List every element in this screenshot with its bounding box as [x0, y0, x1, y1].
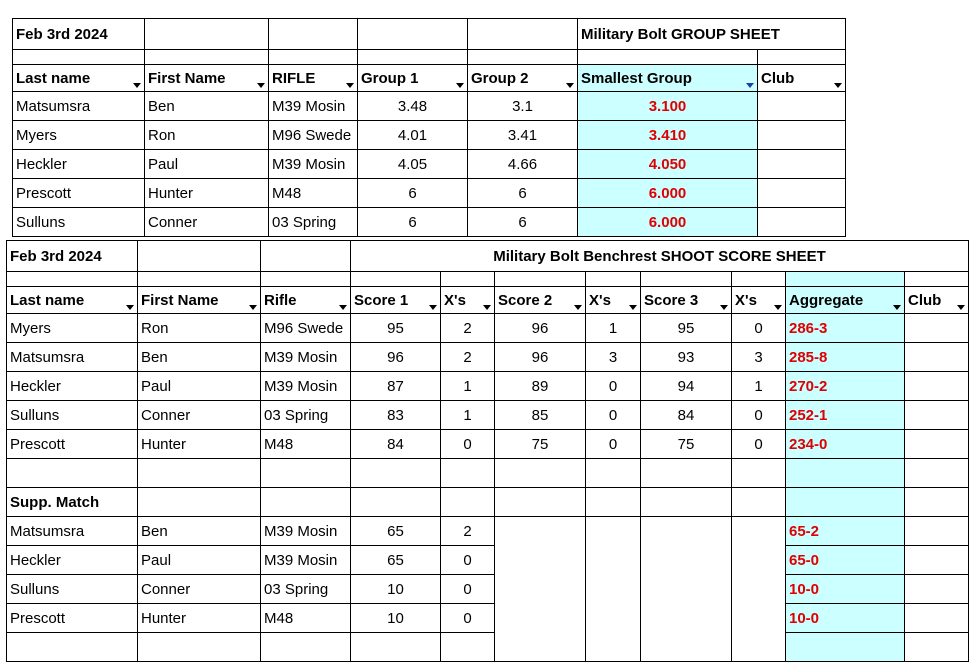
filter-dropdown-icon[interactable]	[454, 77, 465, 88]
table-row	[7, 546, 969, 575]
table-row	[7, 517, 969, 546]
score1-cell[interactable]: 87	[351, 372, 441, 401]
score2-cell[interactable]: 89	[495, 372, 586, 401]
table-row	[7, 314, 969, 343]
first-name-cell[interactable]: Paul	[145, 150, 269, 179]
rifle-cell[interactable]: M39 Mosin	[261, 517, 351, 546]
table-row	[13, 208, 846, 237]
club-cell[interactable]	[905, 343, 969, 372]
header-rifle[interactable]: RIFLE	[269, 65, 358, 92]
xs1-cell[interactable]: 0	[441, 546, 495, 575]
smallest-group-cell[interactable]: 3.410	[578, 121, 758, 150]
rifle-cell[interactable]: M96 Swede	[269, 121, 358, 150]
club-cell[interactable]	[758, 92, 846, 121]
club-cell[interactable]	[758, 208, 846, 237]
score1-cell[interactable]: 95	[351, 314, 441, 343]
rifle-cell[interactable]: M39 Mosin	[261, 372, 351, 401]
header-xs-3[interactable]: X's	[732, 287, 786, 314]
group2-cell[interactable]: 3.1	[468, 92, 578, 121]
filter-dropdown-icon[interactable]	[955, 299, 966, 310]
last-name-cell[interactable]: Matsumsra	[7, 517, 138, 546]
score1-cell[interactable]: 10	[351, 575, 441, 604]
rifle-cell[interactable]: M48	[261, 430, 351, 459]
last-name-cell[interactable]: Prescott	[7, 604, 138, 633]
rifle-cell[interactable]: M48	[261, 604, 351, 633]
rifle-cell[interactable]: M39 Mosin	[269, 150, 358, 179]
first-name-cell[interactable]: Hunter	[145, 179, 269, 208]
smallest-group-cell[interactable]: 6.000	[578, 208, 758, 237]
score-date: Feb 3rd 2024	[7, 241, 138, 272]
last-name-cell[interactable]: Heckler	[13, 150, 145, 179]
last-name-cell[interactable]: Sulluns	[7, 575, 138, 604]
first-name-cell[interactable]: Ben	[138, 343, 261, 372]
club-cell[interactable]	[905, 372, 969, 401]
filter-dropdown-icon[interactable]	[718, 299, 729, 310]
xs3-cell[interactable]: 1	[732, 372, 786, 401]
last-name-cell[interactable]: Matsumsra	[13, 92, 145, 121]
filter-dropdown-icon[interactable]	[891, 299, 902, 310]
group2-cell[interactable]: 3.41	[468, 121, 578, 150]
aggregate-cell[interactable]: 65-2	[786, 517, 905, 546]
score2-cell[interactable]: 85	[495, 401, 586, 430]
filter-dropdown-icon[interactable]	[427, 299, 438, 310]
score3-cell[interactable]: 84	[641, 401, 732, 430]
first-name-cell[interactable]: Conner	[138, 575, 261, 604]
group1-cell[interactable]: 6	[358, 208, 468, 237]
score3-cell[interactable]: 75	[641, 430, 732, 459]
last-name-cell[interactable]: Sulluns	[13, 208, 145, 237]
xs2-cell[interactable]: 0	[586, 401, 641, 430]
score2-cell[interactable]: 75	[495, 430, 586, 459]
xs1-cell[interactable]: 0	[441, 604, 495, 633]
score1-cell[interactable]: 96	[351, 343, 441, 372]
group2-cell[interactable]: 6	[468, 208, 578, 237]
group-date: Feb 3rd 2024	[13, 19, 145, 50]
score1-cell[interactable]: 65	[351, 546, 441, 575]
xs3-cell[interactable]: 0	[732, 314, 786, 343]
last-name-cell[interactable]: Heckler	[7, 372, 138, 401]
group1-cell[interactable]: 3.48	[358, 92, 468, 121]
first-name-cell[interactable]: Paul	[138, 372, 261, 401]
last-name-cell[interactable]: Prescott	[13, 179, 145, 208]
table-row	[13, 92, 846, 121]
last-name-cell[interactable]: Matsumsra	[7, 343, 138, 372]
smallest-group-cell[interactable]: 3.100	[578, 92, 758, 121]
xs3-cell[interactable]: 3	[732, 343, 786, 372]
xs1-cell[interactable]: 0	[441, 430, 495, 459]
first-name-cell[interactable]: Hunter	[138, 430, 261, 459]
score2-cell[interactable]: 96	[495, 343, 586, 372]
score-sheet	[6, 240, 969, 662]
table-row	[7, 575, 969, 604]
rifle-cell[interactable]: M48	[269, 179, 358, 208]
table-row	[13, 121, 846, 150]
aggregate-cell[interactable]: 270-2	[786, 372, 905, 401]
filter-dropdown-icon[interactable]	[572, 299, 583, 310]
header-smallest-group[interactable]: Smallest Group	[578, 65, 758, 92]
smallest-group-cell[interactable]: 4.050	[578, 150, 758, 179]
rifle-cell[interactable]: M39 Mosin	[261, 343, 351, 372]
header-group-2[interactable]: Group 2	[468, 65, 578, 92]
sort-dropdown-icon[interactable]	[744, 77, 755, 88]
club-cell[interactable]	[758, 150, 846, 179]
filter-dropdown-icon[interactable]	[627, 299, 638, 310]
header-first-name[interactable]: First Name	[145, 65, 269, 92]
last-name-cell[interactable]: Prescott	[7, 430, 138, 459]
header-score-1[interactable]: Score 1	[351, 287, 441, 314]
filter-dropdown-icon[interactable]	[124, 299, 135, 310]
supp-match-label: Supp. Match	[7, 488, 138, 517]
first-name-cell[interactable]: Ron	[145, 121, 269, 150]
aggregate-cell[interactable]: 252-1	[786, 401, 905, 430]
filter-dropdown-icon[interactable]	[564, 77, 575, 88]
last-name-cell[interactable]: Myers	[7, 314, 138, 343]
table-row	[7, 401, 969, 430]
group1-cell[interactable]: 4.05	[358, 150, 468, 179]
aggregate-cell[interactable]: 10-0	[786, 604, 905, 633]
smallest-group-cell[interactable]: 6.000	[578, 179, 758, 208]
first-name-cell[interactable]: Ben	[138, 517, 261, 546]
club-cell[interactable]	[758, 179, 846, 208]
score1-cell[interactable]: 84	[351, 430, 441, 459]
xs1-cell[interactable]: 0	[441, 575, 495, 604]
xs3-cell[interactable]: 0	[732, 401, 786, 430]
xs1-cell[interactable]: 1	[441, 372, 495, 401]
score-header-row	[7, 287, 969, 314]
score2-cell[interactable]: 96	[495, 314, 586, 343]
rifle-cell[interactable]: M96 Swede	[261, 314, 351, 343]
table-row	[7, 372, 969, 401]
first-name-cell[interactable]: Paul	[138, 546, 261, 575]
header-aggregate[interactable]: Aggregate	[786, 287, 905, 314]
group2-cell[interactable]: 6	[468, 179, 578, 208]
rifle-cell[interactable]: M39 Mosin	[261, 546, 351, 575]
first-name-cell[interactable]: Ben	[145, 92, 269, 121]
blank-row	[7, 633, 969, 662]
first-name-cell[interactable]: Conner	[138, 401, 261, 430]
club-cell[interactable]	[905, 314, 969, 343]
filter-dropdown-icon[interactable]	[832, 77, 843, 88]
first-name-cell[interactable]: Hunter	[138, 604, 261, 633]
filter-dropdown-icon[interactable]	[131, 77, 142, 88]
xs1-cell[interactable]: 2	[441, 343, 495, 372]
aggregate-cell[interactable]: 286-3	[786, 314, 905, 343]
supp-match-row	[7, 488, 969, 517]
header-club[interactable]: Club	[758, 65, 846, 92]
score-sheet-title: Military Bolt Benchrest SHOOT SCORE SHEET	[351, 241, 969, 272]
header-club[interactable]: Club	[905, 287, 969, 314]
header-xs-2[interactable]: X's	[586, 287, 641, 314]
group-sheet-title: Military Bolt GROUP SHEET	[578, 19, 846, 50]
club-cell[interactable]	[758, 121, 846, 150]
header-score-3[interactable]: Score 3	[641, 287, 732, 314]
aggregate-cell[interactable]: 234-0	[786, 430, 905, 459]
score3-cell[interactable]: 93	[641, 343, 732, 372]
table-row	[7, 604, 969, 633]
club-cell[interactable]	[905, 401, 969, 430]
header-last-name[interactable]: Last name	[7, 287, 138, 314]
header-group-1[interactable]: Group 1	[358, 65, 468, 92]
header-last-name[interactable]: Last name	[13, 65, 145, 92]
score3-cell[interactable]: 94	[641, 372, 732, 401]
xs2-cell[interactable]: 1	[586, 314, 641, 343]
rifle-cell[interactable]: M39 Mosin	[269, 92, 358, 121]
xs1-cell[interactable]: 2	[441, 517, 495, 546]
xs1-cell[interactable]: 1	[441, 401, 495, 430]
xs3-cell[interactable]: 0	[732, 430, 786, 459]
score1-cell[interactable]: 10	[351, 604, 441, 633]
filter-dropdown-icon[interactable]	[481, 299, 492, 310]
xs1-cell[interactable]: 2	[441, 314, 495, 343]
filter-dropdown-icon[interactable]	[772, 299, 783, 310]
blank-row	[7, 459, 969, 488]
group-header-row	[13, 65, 846, 92]
header-first-name[interactable]: First Name	[138, 287, 261, 314]
aggregate-cell[interactable]: 10-0	[786, 575, 905, 604]
filter-dropdown-icon[interactable]	[247, 299, 258, 310]
last-name-cell[interactable]: Myers	[13, 121, 145, 150]
table-row	[7, 343, 969, 372]
aggregate-cell[interactable]: 285-8	[786, 343, 905, 372]
rifle-cell[interactable]: 03 Spring	[261, 575, 351, 604]
aggregate-cell[interactable]: 65-0	[786, 546, 905, 575]
table-row	[13, 150, 846, 179]
header-xs-1[interactable]: X's	[441, 287, 495, 314]
xs2-cell[interactable]: 0	[586, 430, 641, 459]
filter-dropdown-icon[interactable]	[344, 77, 355, 88]
xs2-cell[interactable]: 0	[586, 372, 641, 401]
header-rifle[interactable]: Rifle	[261, 287, 351, 314]
score-sheet-table	[6, 240, 969, 662]
last-name-cell[interactable]: Heckler	[7, 546, 138, 575]
table-row	[13, 179, 846, 208]
score3-cell[interactable]: 95	[641, 314, 732, 343]
last-name-cell[interactable]: Sulluns	[7, 401, 138, 430]
club-cell[interactable]	[905, 430, 969, 459]
xs2-cell[interactable]: 3	[586, 343, 641, 372]
group-sheet-table	[12, 18, 846, 237]
header-score-2[interactable]: Score 2	[495, 287, 586, 314]
filter-dropdown-icon[interactable]	[255, 77, 266, 88]
group-sheet	[12, 18, 846, 237]
filter-dropdown-icon[interactable]	[337, 299, 348, 310]
first-name-cell[interactable]: Conner	[145, 208, 269, 237]
first-name-cell[interactable]: Ron	[138, 314, 261, 343]
group1-cell[interactable]: 4.01	[358, 121, 468, 150]
rifle-cell[interactable]: 03 Spring	[261, 401, 351, 430]
rifle-cell[interactable]: 03 Spring	[269, 208, 358, 237]
group2-cell[interactable]: 4.66	[468, 150, 578, 179]
table-row	[7, 430, 969, 459]
score1-cell[interactable]: 65	[351, 517, 441, 546]
group1-cell[interactable]: 6	[358, 179, 468, 208]
score1-cell[interactable]: 83	[351, 401, 441, 430]
